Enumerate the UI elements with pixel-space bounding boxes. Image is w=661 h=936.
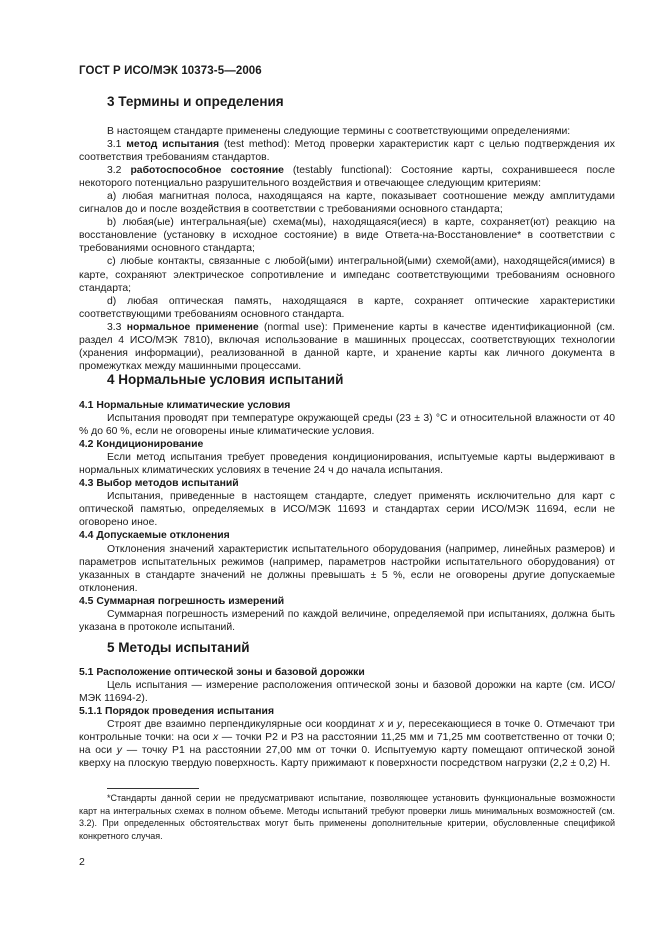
term-3-1-definition: (test method): Метод проверки характеристик карт с целью подтверждения их соответствия требованиям стандартов. [79,139,615,164]
criterion-d: d) любая оптическая память, находящаяся в карте, сохраняет оптические характеристики соответствующими требованиям основного стандарта. [79,295,615,320]
procedure-text-3: , пересекающиеся в точке 0. Отмечают три контрольные точки: на оси [79,719,615,744]
footnote: *Стандарты данной серии не предусматривают испытание, позволяющее установить функциональные возможности карт на интегральных схемах в полном объеме. Методы испытаний требуют проверки лишь минимальных возможностей (см. 3.2). При определенных обстоятельствах могут быть применены дополнительные критерии, обусловленные спецификой конкретного случая. [79,793,615,841]
term-3-1-number: 3.1 [107,139,122,151]
procedure-text-4: — точки Р2 и Р3 на расстоянии 11,25 мм и 71,25 мм соответственно от точки 0; на оси [79,732,615,757]
criterion-a: a) любая магнитная полоса, находящаяся на карте, показывает соотношение между амплитудами сигналов до и после воздействия в соответствии с требованиями основного стандарта; [79,191,615,216]
procedure-text-5: — точку Р1 на расстоянии 27,00 мм от точки 0. Испытуемую карту помещают оптической зоной кверху на плоскую твердую поверхность. Карту прижимают к поверхности посредством нагрузки (2,2 ± 0,2) Н. [79,745,615,770]
subsection-5-1-text: Цель испытания — измерение расположения оптической зоны и базовой дорожки на карте (см. ИСО/МЭК 11694-2). [79,680,615,705]
term-3-1-name: метод испытания [126,139,220,151]
standard-header: ГОСТ Р ИСО/МЭК 10373-5—2006 [79,65,262,77]
subsection-4-1-text: Испытания проводят при температуре окружающей среды (23 ± 3) °С и относительной влажности от 40 % до 60 %, если не оговорены иные климатические условия. [79,413,615,438]
subsection-4-1-heading: 4.1 Нормальные климатические условия [79,400,291,411]
subsection-4-5-heading: 4.5 Суммарная погрешность измерений [79,595,285,607]
procedure-text-2: и [384,719,397,731]
term-3-2-name: работоспособное состояние [130,165,284,177]
subsection-4-2-text: Если метод испытания требует проведения кондиционирования, испытуемые карты выдерживают в нормальных климатических условиях в течение 24 ч до начала испытания. [79,452,615,477]
section-4-body [79,399,615,634]
procedure-text-1: Строят две взаимно перпендикулярные оси координат [107,719,379,731]
term-3-2-definition: (testably functional): Состояние карты, сохранившееся после некоторого потенциально разрушительного воздействия и отвечающее следующим критериям: [79,165,615,190]
subsection-4-4-heading: 4.4 Допускаемые отклонения [79,530,230,542]
term-3-1 [79,138,615,164]
axis-x-label-2: x [213,732,219,744]
term-3-3 [79,321,615,373]
section-3-title: 3 Термины и определения [107,94,284,109]
term-3-2-number: 3.2 [107,165,122,177]
section-3-intro: В настоящем стандарте применены следующие термины с соответствующими определениями: [107,126,571,137]
subsection-4-3-text: Испытания, приведенные в настоящем стандарте, следует применять исключительно для карт с оптической памятью, определяемых в ИСО/МЭК 11693 и стандартах серии ИСО/МЭК 11694, если не оговорено иное. [79,491,615,529]
subsection-5-1-1-text [79,718,615,770]
axis-y-label: y [396,719,403,731]
page-number: 2 [79,856,85,868]
subsection-4-5-text: Суммарная погрешность измерений по каждой величине, определяемой при испытаниях, должна быть указана в протоколе испытаний. [79,608,615,633]
subsection-4-3-heading: 4.3 Выбор методов испытаний [79,478,239,490]
axis-y-label-2: y [116,745,122,757]
section-5-title: 5 Методы испытаний [107,640,250,655]
criterion-c: c) любые контакты, связанные с любой(ыми) интегральной(ыми) схемой(ами), находящейся(имися) в карте, сохраняют электрическое сопротивление и импеданс соответствующими требованиям основного стандарта; [79,256,615,294]
subsection-5-1-1-heading: 5.1.1 Порядок проведения испытания [79,706,275,718]
term-3-3-number: 3.3 [107,321,122,333]
section-5-body [79,666,615,770]
axis-x-label: x [378,719,385,731]
section-3-body [79,125,615,373]
subsection-5-1-heading: 5.1 Расположение оптической зоны и базовой дорожки [79,667,365,678]
subsection-4-2-heading: 4.2 Кондиционирование [79,439,204,451]
term-3-3-definition: (normal use): Применение карты в качестве идентификационной (см. раздел 4 ИСО/МЭК 7810), включая использование в машинных процессах, соответствующих технологии (хранения информации), реализованной в данной карте, и хранение карты как личного документа в промежутках между машинными процессами. [79,321,615,372]
term-3-3-name: нормальное применение [126,321,259,333]
criterion-b: b) любая(ые) интегральная(ые) схема(мы), находящаяся(иеся) в карте, сохраняет(ют) реакцию на восстановление (установку в исходное состояние) в виде Ответа-на-Восстановление* в соответствии с требованиями основного стандарта; [79,217,615,255]
footnote-divider [107,788,199,789]
subsection-4-4-text: Отклонения значений характеристик испытательного оборудования (например, линейных размеров) и параметров испытательных режимов (например, параметров настройки испытательного оборудования) от указанных в стандарте значений не должны превышать ± 5 %, если не оговорены другие допускаемые отклонения. [79,543,615,594]
term-3-2 [79,164,615,190]
section-4-title: 4 Нормальные условия испытаний [107,372,344,387]
